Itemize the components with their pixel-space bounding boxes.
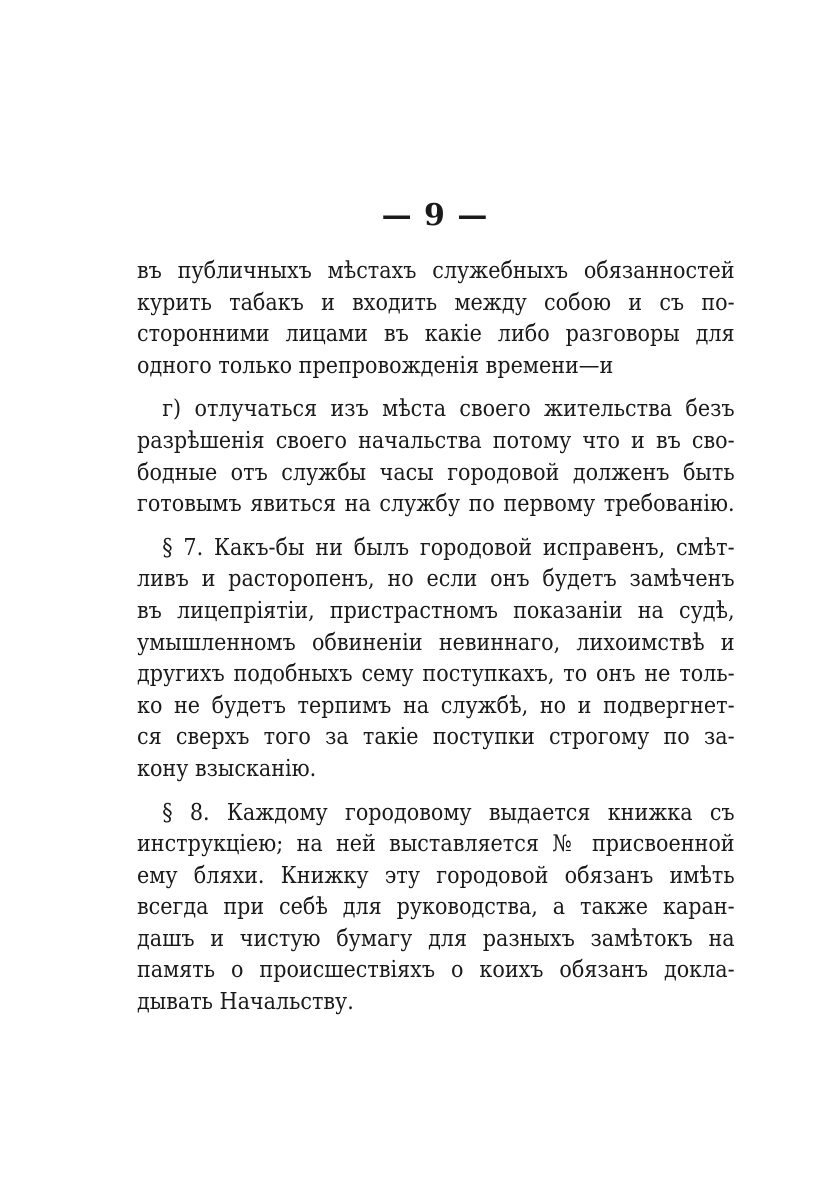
text-line: готовымъ явиться на службу по первому требованію. bbox=[137, 491, 735, 518]
text-line: дашъ и чистую бумагу для разныхъ замѣтокъ на bbox=[137, 925, 735, 952]
text-line: одного только препровожденія времени—и bbox=[137, 352, 614, 379]
paragraph-1 bbox=[137, 256, 735, 382]
text-line: ему бляхи. Книжку эту городовой обязанъ имѣть bbox=[137, 862, 735, 889]
text-line: § 7. Какъ-бы ни былъ городовой исправенъ, смѣт- bbox=[162, 534, 735, 561]
text-line: инструкціею; на ней выставляется № присвоенной bbox=[137, 831, 735, 858]
text-line: г) отлучаться изъ мѣста своего жительства безъ bbox=[162, 396, 735, 423]
text-line: кону взысканію. bbox=[137, 755, 317, 782]
text-line: всегда при себѣ для руководства, а также каран- bbox=[137, 894, 735, 921]
text-line: ливъ и расторопенъ, но если онъ будетъ замѣченъ bbox=[137, 566, 735, 593]
text-line: дывать Начальству. bbox=[137, 989, 354, 1016]
page-body bbox=[137, 256, 735, 1019]
text-line: § 8. Каждому городовому выдается книжка съ bbox=[162, 799, 735, 826]
text-line: курить табакъ и входить между собою и съ по- bbox=[137, 289, 735, 316]
page-number: — 9 — bbox=[381, 198, 489, 233]
text-line: память о происшествіяхъ о коихъ обязанъ докла- bbox=[137, 957, 735, 984]
paragraph-section-8 bbox=[137, 798, 735, 1019]
text-line: ко не будетъ терпимъ на службѣ, но и подвергнет- bbox=[137, 692, 735, 719]
text-line: умышленномъ обвиненіи невиннаго, лихоимствѣ и bbox=[137, 629, 735, 656]
text-line: разрѣшенія своего начальства потому что и въ сво- bbox=[137, 427, 735, 454]
text-line: другихъ подобныхъ сему поступкахъ, то онъ не толь- bbox=[137, 661, 735, 688]
text-line: сторонними лицами въ какіе либо разговоры для bbox=[137, 321, 735, 348]
paragraph-section-7 bbox=[137, 533, 735, 786]
text-line: ся сверхъ того за такіе поступки строгому по за- bbox=[137, 724, 735, 751]
text-line: въ публичныхъ мѣстахъ служебныхъ обязанностей bbox=[137, 258, 735, 284]
text-line: бодные отъ службы часы городовой долженъ быть bbox=[137, 459, 735, 486]
paragraph-2 bbox=[137, 394, 735, 520]
text-line: въ лицепріятіи, пристрастномъ показаніи на судѣ, bbox=[137, 597, 735, 624]
